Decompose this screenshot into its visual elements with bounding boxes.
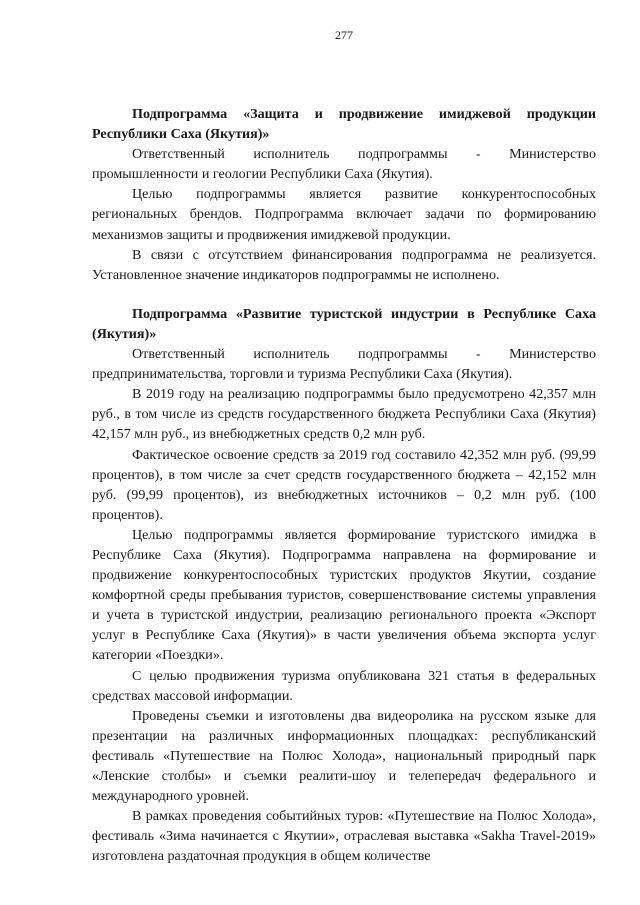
paragraph: В 2019 году на реализацию подпрограммы было предусмотрено 42,357 млн руб., в том числе из средств государственного бюджета Республики Саха (Якутия) 42,157 млн руб., из внебюджетных средств 0,2 млн руб.: [92, 386, 596, 443]
paragraph: В рамках проведения событийных туров: «Путешествие на Полюс Холода», фестиваль «Зима начинается с Якутии», отраслевая выставка «Sakha Travel-2019» изготовлена раздаточная продукция в общем количестве: [92, 808, 596, 865]
section-image-products: [92, 104, 596, 285]
paragraph: В связи с отсутствием финансирования подпрограмма не реализуется. Установленное значение индикаторов подпрограммы не исполнено.: [92, 246, 596, 283]
page-number: 277: [335, 28, 353, 42]
paragraph: Ответственный исполнитель подпрограммы - Министерство промышленности и геологии Республики Саха (Якутия).: [92, 146, 596, 183]
paragraph: Фактическое освоение средств за 2019 год составило 42,352 млн руб. (99,99 процентов), в том числе за счет средств государственного бюджета – 42,152 млн руб. (99,99 процентов), из внебюджетных источников – 0,2 млн руб. (100 процентов).: [92, 446, 596, 523]
section-heading: Подпрограмма «Развитие туристской индустрии в Республике Саха (Якутия)»: [92, 305, 596, 342]
section-heading: Подпрограмма «Защита и продвижение имиджевой продукции Республики Саха (Якутия)»: [92, 106, 596, 143]
section-tourism-industry: [92, 304, 596, 867]
paragraph: Проведены съемки и изготовлены два видеоролика на русском языке для презентации на различных информационных площадках: республиканский фестиваль «Путешествие на Полюс Холода», национальный природный парк «Ленские столбы» и съемки реалити-шоу и телепередач федерального и международного уровней.: [92, 707, 596, 805]
paragraph: Целью подпрограммы является формирование туристского имиджа в Республике Саха (Якутия). Подпрограмма направлена на формирование и продвижение конкурентоспособных туристских продуктов Якутии, создание комфортной среды пребывания туристов, совершенствование системы управления и учета в туристской индустрии, реализацию регионального проекта «Экспорт услуг в Республике Саха (Якутия)» в части увеличения объема экспорта услуг категории «Поездки».: [92, 526, 596, 664]
paragraph: Ответственный исполнитель подпрограммы - Министерство предпринимательства, торговли и туризма Республики Саха (Якутия).: [92, 346, 596, 383]
paragraph: Целью подпрограммы является развитие конкурентоспособных региональных брендов. Подпрограмма включает задачи по формированию механизмов защиты и продвижения имиджевой продукции.: [92, 186, 596, 243]
paragraph: С целью продвижения туризма опубликована 321 статья в федеральных средствах массовой информации.: [92, 667, 596, 704]
